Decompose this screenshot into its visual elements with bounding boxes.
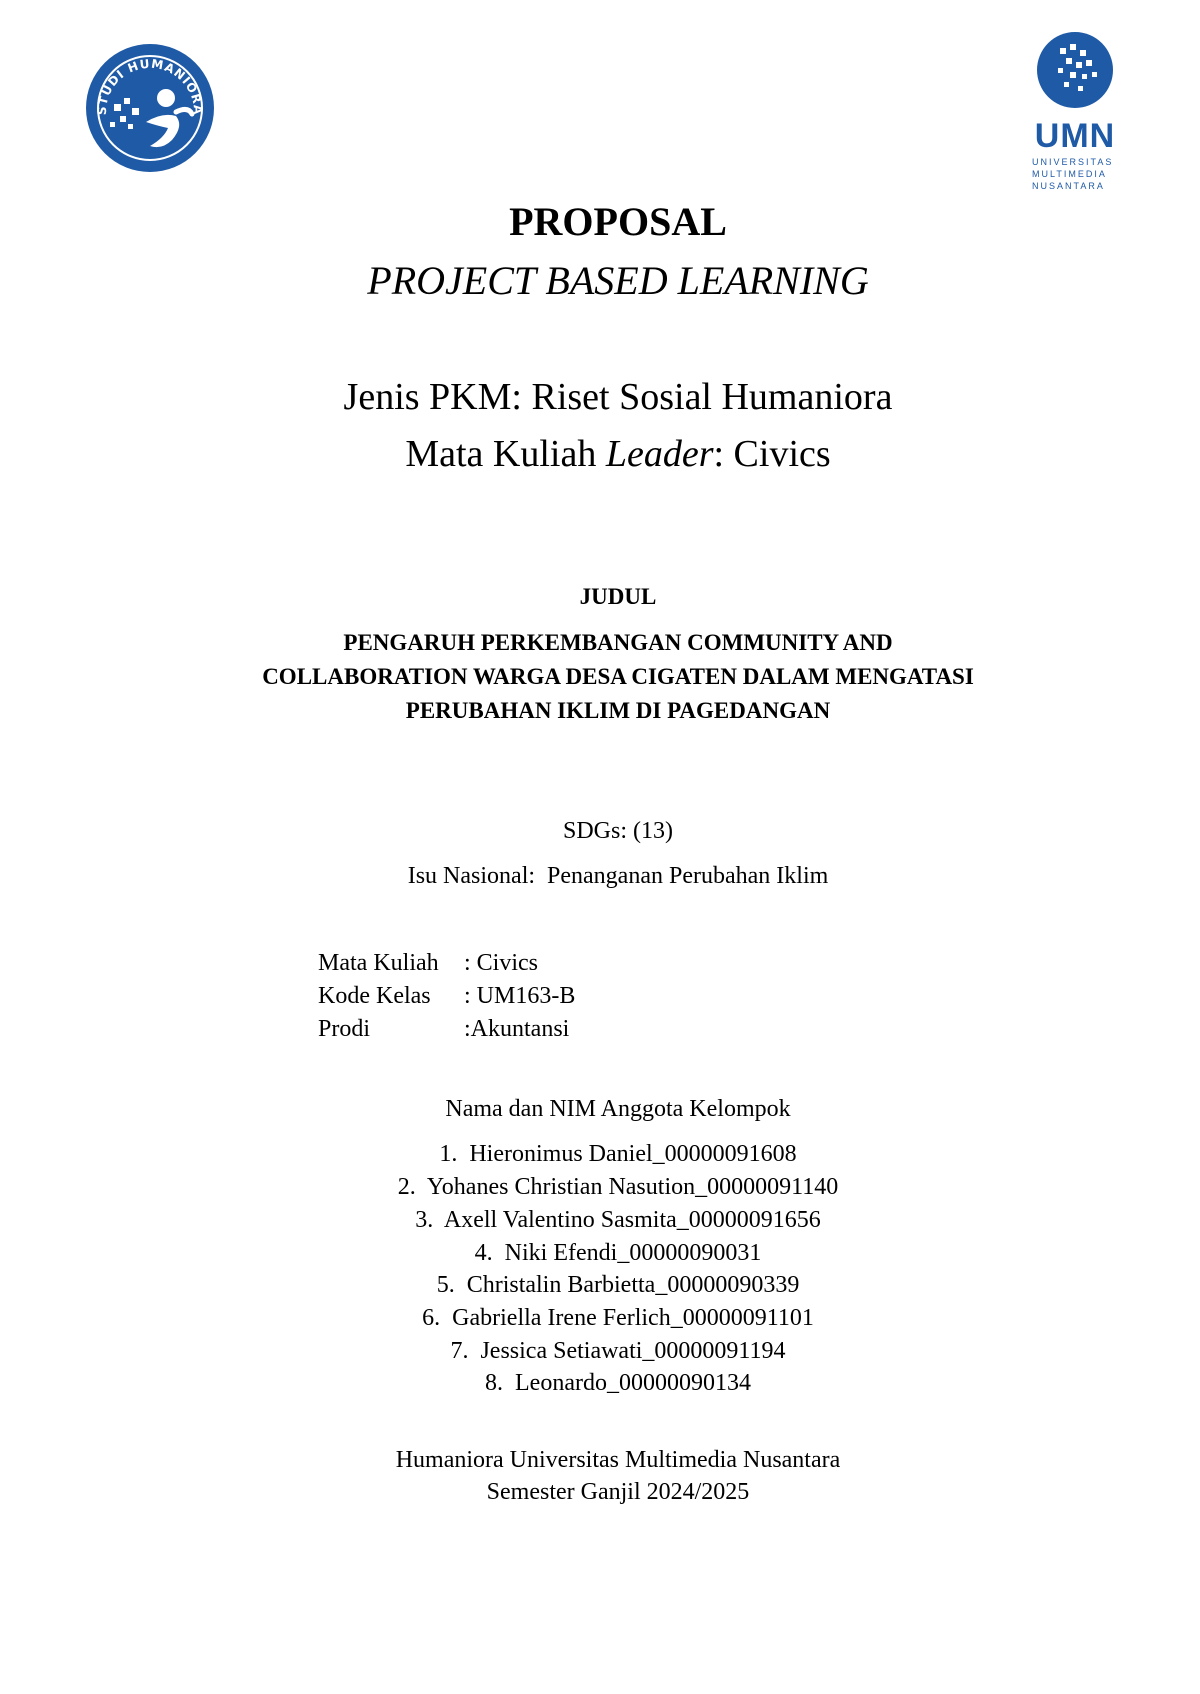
member-item: 4. Niki Efendi_00000090031 [474,1240,762,1266]
studi-humaniora-logo [84,42,216,174]
umn-logo-subtitle [1030,156,1120,192]
mk-suffix: : Civics [713,433,831,475]
info-key: Prodi [318,1016,371,1042]
judul-line: PENGARUH PERKEMBANGAN COMMUNITY AND [343,630,893,655]
info-value: : Civics [464,950,539,976]
member-item: 3. Axell Valentino Sasmita_00000091656 [415,1207,821,1233]
mk-prefix: Mata Kuliah [405,433,606,475]
member-item: 2. Yohanes Christian Nasution_00000091140 [397,1174,839,1200]
member-item: 7. Jessica Setiawati_00000091194 [450,1338,786,1364]
proposal-subtitle: PROJECT BASED LEARNING [367,258,869,303]
member-item: 1. Hieronimus Daniel_00000091608 [439,1141,797,1167]
judul-line: PERUBAHAN IKLIM DI PAGEDANGAN [405,698,831,723]
mata-kuliah-leader [18,432,1200,476]
umn-logo-sub-line: MULTIMEDIA [1032,169,1107,179]
semester-footer: Semester Ganjil 2024/2025 [486,1479,750,1505]
svg-text:STUDI HUMANIORA: STUDI HUMANIORA [94,56,206,116]
member-item: 5. Christalin Barbietta_00000090339 [436,1272,800,1298]
umn-logo-sub-line: NUSANTARA [1032,181,1105,191]
umn-emblem-icon [1030,30,1120,110]
info-key: Mata Kuliah [318,950,439,976]
info-row [318,950,575,983]
isu-nasional: Isu Nasional: Penanganan Perubahan Iklim [407,863,829,889]
info-value: : UM163-B [464,983,576,1009]
judul-label: JUDUL [579,584,657,609]
member-item: 8. Leonardo_00000090134 [485,1370,751,1396]
jenis-pkm: Jenis PKM: Riset Sosial Humaniora [343,376,893,418]
proposal-title: PROPOSAL [509,199,727,244]
sdgs: SDGs: (13) [562,818,673,844]
umn-logo-word: UMN [1034,117,1116,155]
institution-footer: Humaniora Universitas Multimedia Nusantara [395,1447,841,1473]
studi-humaniora-emblem-icon [84,42,216,174]
judul-line: COLLABORATION WARGA DESA CIGATEN DALAM MENGATASI [262,664,974,689]
course-info-table [318,950,575,1049]
member-item: 6. Gabriella Irene Ferlich_00000091101 [422,1305,814,1331]
info-row [318,1016,575,1049]
info-key: Kode Kelas [318,983,431,1009]
info-row [318,983,575,1016]
umn-logo [1030,30,1120,195]
umn-logo-sub-line: UNIVERSITAS [1032,157,1114,167]
mk-italic: Leader [605,433,714,475]
info-value: :Akuntansi [464,1016,570,1042]
members-title: Nama dan NIM Anggota Kelompok [445,1096,791,1122]
